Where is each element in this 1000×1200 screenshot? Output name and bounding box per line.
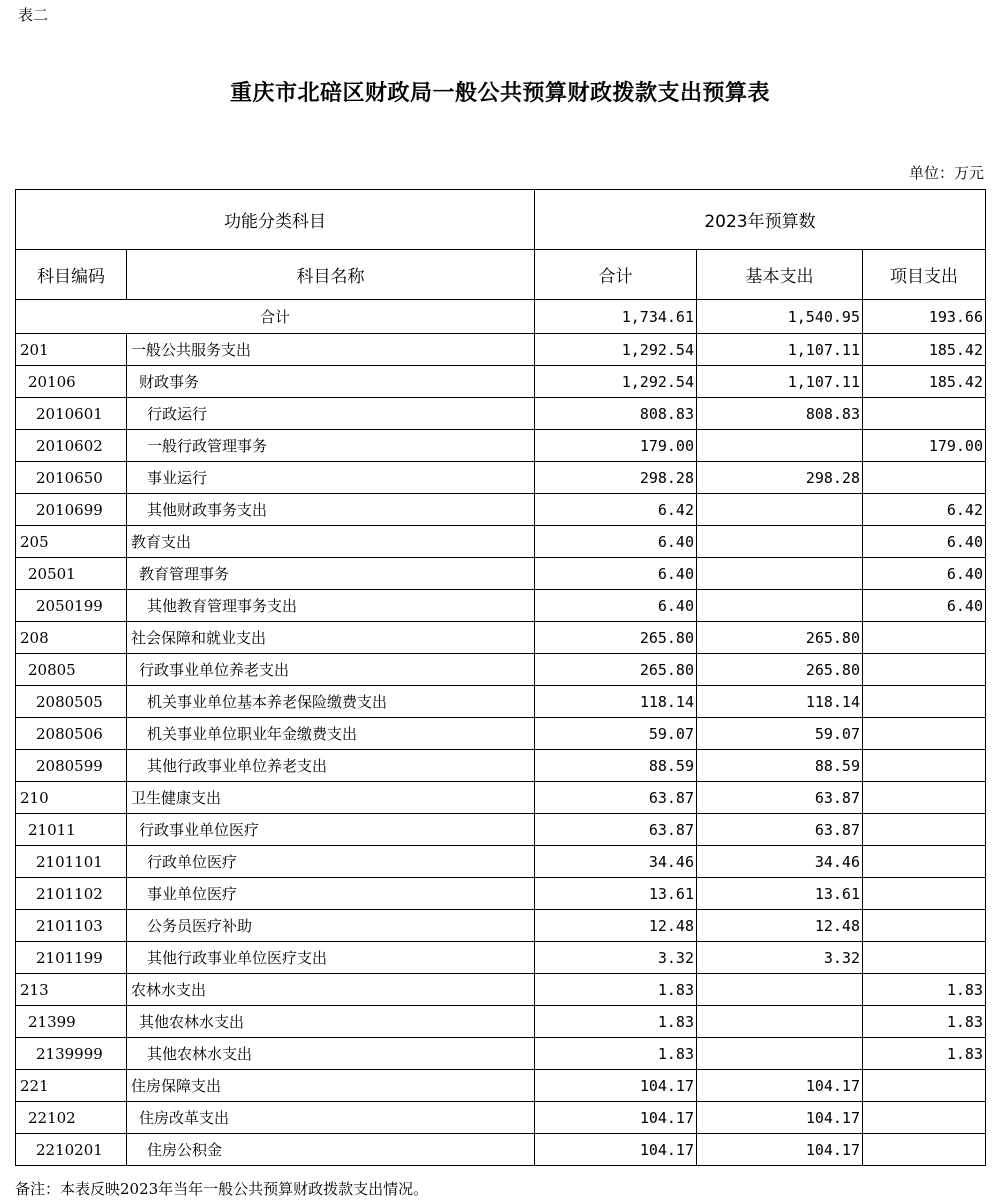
table-row bbox=[16, 430, 986, 462]
name-cell: 住房保障支出 bbox=[127, 1070, 535, 1102]
project-cell bbox=[863, 718, 986, 750]
project-cell bbox=[863, 686, 986, 718]
total-cell: 265.80 bbox=[535, 654, 697, 686]
code-cell: 2139999 bbox=[16, 1038, 127, 1070]
table-row bbox=[16, 526, 986, 558]
total-cell: 104.17 bbox=[535, 1070, 697, 1102]
header-basic: 基本支出 bbox=[697, 250, 863, 300]
total-cell: 265.80 bbox=[535, 622, 697, 654]
code-cell: 208 bbox=[16, 622, 127, 654]
project-cell: 1.83 bbox=[863, 1038, 986, 1070]
total-cell: 104.17 bbox=[535, 1134, 697, 1166]
header-name: 科目名称 bbox=[127, 250, 535, 300]
total-row bbox=[16, 300, 986, 334]
project-cell: 1.83 bbox=[863, 974, 986, 1006]
budget-table bbox=[15, 189, 986, 1166]
total-cell: 88.59 bbox=[535, 750, 697, 782]
basic-cell bbox=[697, 1006, 863, 1038]
name-cell: 其他农林水支出 bbox=[127, 1038, 535, 1070]
code-cell: 2080506 bbox=[16, 718, 127, 750]
header-budget-year: 2023年预算数 bbox=[535, 190, 986, 250]
project-cell bbox=[863, 750, 986, 782]
name-cell: 事业单位医疗 bbox=[127, 878, 535, 910]
table-row bbox=[16, 590, 986, 622]
code-cell: 2010699 bbox=[16, 494, 127, 526]
total-cell: 3.32 bbox=[535, 942, 697, 974]
table-row bbox=[16, 718, 986, 750]
project-cell bbox=[863, 846, 986, 878]
table-row bbox=[16, 1070, 986, 1102]
name-cell: 卫生健康支出 bbox=[127, 782, 535, 814]
code-cell: 221 bbox=[16, 1070, 127, 1102]
basic-cell: 59.07 bbox=[697, 718, 863, 750]
basic-cell: 63.87 bbox=[697, 782, 863, 814]
header-total: 合计 bbox=[535, 250, 697, 300]
total-cell: 1.83 bbox=[535, 1006, 697, 1038]
basic-cell bbox=[697, 1038, 863, 1070]
basic-cell bbox=[697, 590, 863, 622]
total-cell: 1,292.54 bbox=[535, 366, 697, 398]
code-cell: 210 bbox=[16, 782, 127, 814]
code-cell: 2010650 bbox=[16, 462, 127, 494]
project-cell: 185.42 bbox=[863, 334, 986, 366]
name-cell: 财政事务 bbox=[127, 366, 535, 398]
code-cell: 213 bbox=[16, 974, 127, 1006]
basic-cell: 298.28 bbox=[697, 462, 863, 494]
basic-cell: 118.14 bbox=[697, 686, 863, 718]
table-row bbox=[16, 654, 986, 686]
project-cell bbox=[863, 942, 986, 974]
project-cell: 6.40 bbox=[863, 558, 986, 590]
project-cell: 193.66 bbox=[863, 300, 986, 334]
name-cell: 公务员医疗补助 bbox=[127, 910, 535, 942]
project-cell: 6.40 bbox=[863, 526, 986, 558]
project-cell bbox=[863, 398, 986, 430]
name-cell: 住房改革支出 bbox=[127, 1102, 535, 1134]
project-cell bbox=[863, 622, 986, 654]
table-body bbox=[16, 334, 986, 1166]
table-row bbox=[16, 1134, 986, 1166]
project-cell: 6.40 bbox=[863, 590, 986, 622]
basic-cell: 1,107.11 bbox=[697, 366, 863, 398]
table-row bbox=[16, 846, 986, 878]
basic-cell: 104.17 bbox=[697, 1134, 863, 1166]
table-label: 表二 bbox=[18, 6, 49, 24]
code-cell: 2101199 bbox=[16, 942, 127, 974]
total-cell: 6.40 bbox=[535, 558, 697, 590]
name-cell: 农林水支出 bbox=[127, 974, 535, 1006]
total-cell: 6.40 bbox=[535, 526, 697, 558]
basic-cell bbox=[697, 494, 863, 526]
code-cell: 2050199 bbox=[16, 590, 127, 622]
basic-cell bbox=[697, 558, 863, 590]
table-row bbox=[16, 1102, 986, 1134]
name-cell: 住房公积金 bbox=[127, 1134, 535, 1166]
total-cell: 1.83 bbox=[535, 974, 697, 1006]
code-cell: 22102 bbox=[16, 1102, 127, 1134]
basic-cell: 63.87 bbox=[697, 814, 863, 846]
total-cell: 298.28 bbox=[535, 462, 697, 494]
code-cell: 2101102 bbox=[16, 878, 127, 910]
table-row bbox=[16, 942, 986, 974]
basic-cell: 265.80 bbox=[697, 622, 863, 654]
basic-cell: 88.59 bbox=[697, 750, 863, 782]
code-cell: 205 bbox=[16, 526, 127, 558]
unit-label: 单位：万元 bbox=[908, 164, 984, 182]
basic-cell: 104.17 bbox=[697, 1070, 863, 1102]
code-cell: 2080505 bbox=[16, 686, 127, 718]
project-cell: 179.00 bbox=[863, 430, 986, 462]
name-cell: 机关事业单位职业年金缴费支出 bbox=[127, 718, 535, 750]
name-cell: 事业运行 bbox=[127, 462, 535, 494]
basic-cell: 34.46 bbox=[697, 846, 863, 878]
name-cell: 行政单位医疗 bbox=[127, 846, 535, 878]
project-cell bbox=[863, 1070, 986, 1102]
total-cell: 808.83 bbox=[535, 398, 697, 430]
project-cell bbox=[863, 1134, 986, 1166]
total-cell: 1,734.61 bbox=[535, 300, 697, 334]
header-project: 项目支出 bbox=[863, 250, 986, 300]
table-row bbox=[16, 910, 986, 942]
total-label: 合计 bbox=[16, 300, 535, 334]
code-cell: 20805 bbox=[16, 654, 127, 686]
name-cell: 其他行政事业单位医疗支出 bbox=[127, 942, 535, 974]
table-row bbox=[16, 494, 986, 526]
footnote: 备注：本表反映2023年当年一般公共预算财政拨款支出情况。 bbox=[15, 1180, 429, 1198]
total-cell: 13.61 bbox=[535, 878, 697, 910]
code-cell: 201 bbox=[16, 334, 127, 366]
name-cell: 行政运行 bbox=[127, 398, 535, 430]
total-cell: 34.46 bbox=[535, 846, 697, 878]
code-cell: 20501 bbox=[16, 558, 127, 590]
table-row bbox=[16, 814, 986, 846]
code-cell: 2210201 bbox=[16, 1134, 127, 1166]
code-cell: 2080599 bbox=[16, 750, 127, 782]
total-cell: 1.83 bbox=[535, 1038, 697, 1070]
basic-cell: 1,540.95 bbox=[697, 300, 863, 334]
table-row bbox=[16, 878, 986, 910]
basic-cell: 13.61 bbox=[697, 878, 863, 910]
name-cell: 社会保障和就业支出 bbox=[127, 622, 535, 654]
project-cell bbox=[863, 814, 986, 846]
project-cell bbox=[863, 878, 986, 910]
table-row bbox=[16, 1006, 986, 1038]
table-row bbox=[16, 558, 986, 590]
project-cell bbox=[863, 462, 986, 494]
code-cell: 20106 bbox=[16, 366, 127, 398]
page-title: 重庆市北碚区财政局一般公共预算财政拨款支出预算表 bbox=[229, 80, 770, 106]
project-cell: 1.83 bbox=[863, 1006, 986, 1038]
total-cell: 6.42 bbox=[535, 494, 697, 526]
table-row bbox=[16, 782, 986, 814]
header-category: 功能分类科目 bbox=[16, 190, 535, 250]
basic-cell bbox=[697, 526, 863, 558]
basic-cell bbox=[697, 430, 863, 462]
name-cell: 行政事业单位养老支出 bbox=[127, 654, 535, 686]
code-cell: 2101103 bbox=[16, 910, 127, 942]
code-cell: 2010602 bbox=[16, 430, 127, 462]
header-row-columns bbox=[16, 250, 986, 300]
code-cell: 21399 bbox=[16, 1006, 127, 1038]
basic-cell: 1,107.11 bbox=[697, 334, 863, 366]
table-row bbox=[16, 334, 986, 366]
name-cell: 一般行政管理事务 bbox=[127, 430, 535, 462]
header-row-group bbox=[16, 190, 986, 250]
table-row bbox=[16, 1038, 986, 1070]
code-cell: 21011 bbox=[16, 814, 127, 846]
name-cell: 其他行政事业单位养老支出 bbox=[127, 750, 535, 782]
basic-cell: 3.32 bbox=[697, 942, 863, 974]
table-row bbox=[16, 398, 986, 430]
total-cell: 6.40 bbox=[535, 590, 697, 622]
table-row bbox=[16, 462, 986, 494]
header-code: 科目编码 bbox=[16, 250, 127, 300]
total-cell: 12.48 bbox=[535, 910, 697, 942]
project-cell: 6.42 bbox=[863, 494, 986, 526]
total-cell: 59.07 bbox=[535, 718, 697, 750]
name-cell: 一般公共服务支出 bbox=[127, 334, 535, 366]
name-cell: 机关事业单位基本养老保险缴费支出 bbox=[127, 686, 535, 718]
project-cell: 185.42 bbox=[863, 366, 986, 398]
name-cell: 其他教育管理事务支出 bbox=[127, 590, 535, 622]
total-cell: 63.87 bbox=[535, 782, 697, 814]
name-cell: 其他财政事务支出 bbox=[127, 494, 535, 526]
name-cell: 其他农林水支出 bbox=[127, 1006, 535, 1038]
table-row bbox=[16, 366, 986, 398]
basic-cell: 808.83 bbox=[697, 398, 863, 430]
table-row bbox=[16, 750, 986, 782]
total-cell: 118.14 bbox=[535, 686, 697, 718]
basic-cell: 104.17 bbox=[697, 1102, 863, 1134]
total-cell: 63.87 bbox=[535, 814, 697, 846]
basic-cell bbox=[697, 974, 863, 1006]
table-row bbox=[16, 686, 986, 718]
project-cell bbox=[863, 1102, 986, 1134]
code-cell: 2010601 bbox=[16, 398, 127, 430]
name-cell: 行政事业单位医疗 bbox=[127, 814, 535, 846]
name-cell: 教育支出 bbox=[127, 526, 535, 558]
total-cell: 179.00 bbox=[535, 430, 697, 462]
project-cell bbox=[863, 782, 986, 814]
basic-cell: 265.80 bbox=[697, 654, 863, 686]
total-cell: 104.17 bbox=[535, 1102, 697, 1134]
name-cell: 教育管理事务 bbox=[127, 558, 535, 590]
basic-cell: 12.48 bbox=[697, 910, 863, 942]
total-cell: 1,292.54 bbox=[535, 334, 697, 366]
project-cell bbox=[863, 654, 986, 686]
table-row bbox=[16, 974, 986, 1006]
code-cell: 2101101 bbox=[16, 846, 127, 878]
table-row bbox=[16, 622, 986, 654]
project-cell bbox=[863, 910, 986, 942]
